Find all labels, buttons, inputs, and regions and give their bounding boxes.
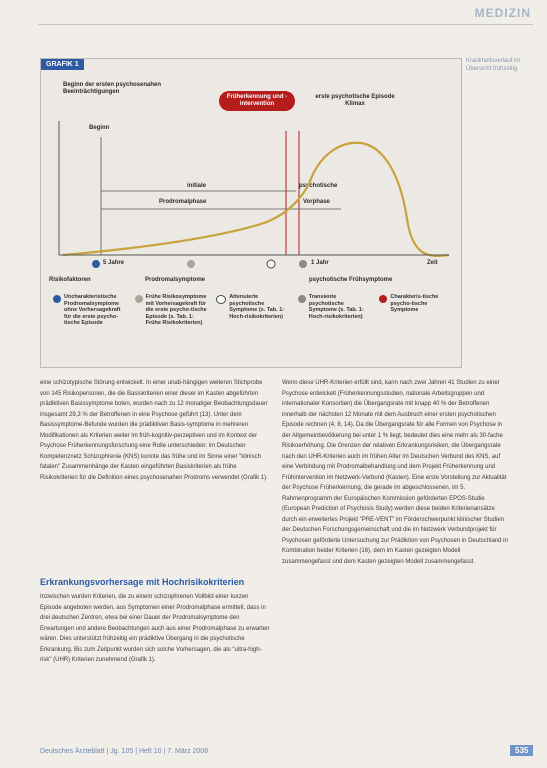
marker-transient xyxy=(299,260,307,268)
paragraph: Inzwischen wurden Kriterien, die zu einem schizophrenen Vollbild einer kurzen Episode angeboten werden, aus Symptomen einer Prodromalphase ermittelt, dass in drei deutschen Zentren, etwa bei einer Dauer der Prodromalsymptome den Erwartungen und andere Beobachtungen auch aus einer Prodromalphase zu erwarten wären. Dies unterstützt frühzeitig ein prädiktive Übergang in die psychotische Erkrankung. Bis zum Zeitpunkt wurden sich solche Vorhersagen, die als "ultra-high-risk" (UHR) Kriterien zunehmend (Grafik 1). xyxy=(40,594,270,663)
row-prodromal-label: Prodromalsymptome xyxy=(145,277,206,283)
page-number: 535 xyxy=(510,745,533,756)
figure-label: GRAFIK 1 xyxy=(41,59,84,70)
row-risk-label: Risikofaktoren xyxy=(49,277,91,283)
section-header: MEDIZIN xyxy=(474,6,531,20)
five-years-label: 5 Jahre xyxy=(103,260,125,266)
marker-early-risk xyxy=(187,260,195,268)
marker-attenuated xyxy=(267,260,275,268)
onset-label: Beginn der ersten psychosenahen Beeinträchtigungen xyxy=(63,82,162,95)
legend-dot xyxy=(53,295,61,303)
psychotic-label: psychotische xyxy=(299,183,338,189)
legend-dot xyxy=(216,295,226,304)
illness-course-curve xyxy=(63,143,449,256)
marker-uncharacteristic xyxy=(92,260,100,268)
row-psychotic-label: psychotische Frühsymptome xyxy=(309,277,393,283)
course-diagram xyxy=(41,59,461,289)
legend-item xyxy=(53,294,127,327)
one-year-label: 1 Jahr xyxy=(311,260,329,266)
legend-dot xyxy=(379,295,387,303)
footer-journal: Deutsches Ärzteblatt | Jg. 105 | Heft 10 | 7. März 2008 xyxy=(40,748,209,755)
legend-text: Uncharakteristische Prodromalsymptome ohne Vorhersagekraft für die erste psycho-tische Episode xyxy=(64,294,121,327)
section-heading: Erkrankungsvorhersage mit Hochrisikokriterien xyxy=(40,577,245,587)
legend-item xyxy=(135,294,209,327)
legend-dot xyxy=(135,295,143,303)
legend-text: Transiente psychotische Symptome (s. Tab. 1: Hoch-risikokriterien) xyxy=(308,294,364,320)
intervention-label: Früherkennung und -intervention xyxy=(219,91,295,111)
first-episode-label: erste psychotische Episode Klimax xyxy=(315,94,395,107)
legend-item xyxy=(298,294,372,327)
legend-item xyxy=(379,294,453,327)
figure-legend xyxy=(53,294,453,327)
legend-text: Charakteris-tische psycho-tische Symptome xyxy=(390,294,439,314)
legend-text: Attenuierte psychotische Symptome (s. Tab. 1: Hoch-risikokriterien) xyxy=(229,294,285,320)
figure-box xyxy=(40,58,462,368)
column-right xyxy=(282,378,510,742)
header-rule xyxy=(38,24,533,25)
figure-side-note: Krankheitsverlauf im Übersicht frühzeitig xyxy=(466,58,521,72)
column-left-top xyxy=(40,378,270,572)
paragraph: Wenn diese UHR-Kriterien erfüllt sind, kann nach zwei Jahren 41 Studien zu einer Psychose entwickelt (Früherkennungsstudien, nationale Arbeitsgruppen und internationaler Konsortien) die Übergangsrate mit knapp 40 % der Betroffenen innerhalb der nächsten 12 Monate mit dem Ausbruch einer ersten psychotischen Episode rechnen (4, 8, 14). Da die Übergangsrate für alle Formen von Psychose in der Allgemeinbevölkerung bei unter 1 % liegt, bedeutet dies eine mehr als 30-fache Risikoerhöhung. Die Grenzen der relativen Erkrankungsrisiken, die Übergangsrate nach den UHR-Kriterien auch im frühen Alter im Deutschen Verbund des KNS, auf eine Verbindung mit Prodromalbehandlung und dem Projekt Früherkennung und Frühintervention im Netzwerk-Verbund (Kasten). Eine erste Vorstellung zur Aktualität der Psychose Früherkennung, die gerade im abgeschlossenen, im 5. Rahmenprogramm der Europäischen Kommission geförderten EPOS-Studie (European Prediction of Psychosis Study) werden diese beiden Kriterienansätze durch ein erweitertes Projekt "PRE-VENT" im Förderschwerpunkt klinischer Studien der Deutschen Forschungsgemeinschaft und die im Netzwerk Verbundprojekt für Psychosen geförderte Untersuchung zur Prädiktion von Psychosen in Deutschland in Kombination beider Kriterien (16), dem im Kasten gezeigten Modell zusammengefasst und dem Kasten gezeigten Modell zusammengefasst. xyxy=(282,380,508,565)
paragraph: eine schizotypische Störung entwickelt. In einer unab-hängigen weiteren Stichprobe von 145 Risikopersonen, die die Basiskriterien einer dieser im Kasten abgeführten prädiktiven Basissymptome boten, wurden nach zu 12 monatiger Beobachtungsdauer insgesamt 29,3 % der Betroffenen in eine Psychose geführt (13). Unter dem Basissymptome-Befunde wurden die prädiktiven Basis-symptome in mehreren Modifikationen als Kriterien weiter im früh-kognitiv-perzeptiven und im Kontext der Psychose Früherkennungsforschung eine Rolle unterschieden: im Deutschen Kompetenznetz Schizophrenie (KNS) konnte das frühe und im Sinne einer "klinisch fatalen" Zusammenhänge der Kasten eingeführten Basiskriterien als frühe Risikokriterien für die Definition eines psychosenahen Prodroms verwendet (Grafik 1). xyxy=(40,380,268,481)
initial-label: initiale xyxy=(187,183,207,189)
prodromal-phase-label: Prodromalphase xyxy=(159,199,207,205)
legend-item xyxy=(216,294,290,327)
pre-phase-label: Vorphase xyxy=(303,199,330,205)
legend-dot xyxy=(298,295,306,303)
column-left-bottom xyxy=(40,592,270,742)
legend-text: Frühe Risikosymptome mit Vorhersagekraft für die erste psycho-tische Episode (s. Tab. 1: Frühe Risikokriterien) xyxy=(145,294,207,327)
time-label: Zeit xyxy=(427,260,438,266)
begin-label: Beginn xyxy=(89,125,110,131)
